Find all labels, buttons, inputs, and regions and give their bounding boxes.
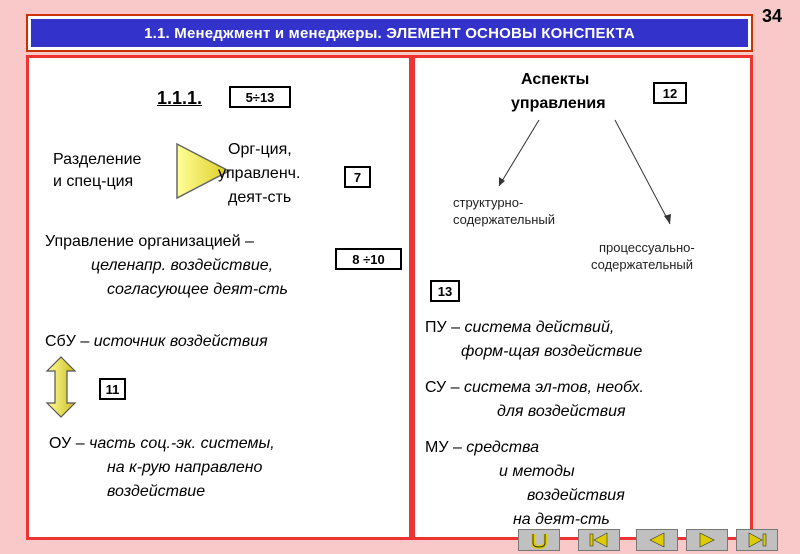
first-slide-button[interactable]: [578, 529, 620, 551]
mu-definition-4: на деят-сть: [513, 511, 610, 528]
aspects-ref-box: 12: [653, 82, 687, 104]
section-ref-box: 5÷13: [229, 86, 291, 108]
division-label-1: Разделение: [53, 151, 142, 168]
org-label-3: деят-сть: [228, 189, 292, 206]
su-term: СУ –: [425, 379, 460, 396]
management-definition-2: целенапр. воздействие,: [91, 257, 274, 274]
next-slide-icon: [693, 531, 721, 549]
right-panel: [412, 55, 753, 540]
first-slide-icon: [585, 531, 613, 549]
sbu-term: СбУ –: [45, 333, 90, 350]
process-aspect-2: содержательный: [591, 257, 694, 272]
slide-title: 1.1. Менеджмент и менеджеры. ЭЛЕМЕНТ ОСНОВЫ КОНСПЕКТА: [26, 14, 753, 52]
structural-aspect-2: содержательный: [453, 212, 556, 227]
left-panel: [26, 55, 412, 540]
structural-aspect-1: структурно-: [453, 195, 524, 210]
org-label-1: Орг-ция,: [228, 141, 292, 158]
double-arrow-icon: [45, 355, 77, 419]
ou-term: ОУ –: [49, 435, 85, 452]
pu-definition-1: система действий,: [464, 319, 615, 336]
next-slide-button[interactable]: [686, 529, 728, 551]
last-slide-icon: [743, 531, 771, 549]
section-number: 1.1.1.: [157, 88, 203, 108]
pu-definition-2: форм-щая воздействие: [461, 343, 643, 360]
mu-definition-3: воздействия: [527, 487, 625, 504]
management-definition-3: согласующее деят-сть: [107, 281, 288, 298]
sbu-ref-box: 11: [99, 378, 126, 400]
su-definition-1: система эл-тов, необх.: [463, 379, 644, 396]
pu-term: ПУ –: [425, 319, 461, 336]
ou-definition-1: часть соц.-эк. системы,: [89, 435, 275, 452]
sbu-definition: источник воздействия: [93, 333, 268, 350]
management-ref-box: 8 ÷10: [335, 248, 402, 270]
ref13-box: 13: [430, 280, 460, 302]
ou-definition-3: воздействие: [107, 483, 206, 500]
mu-term: МУ –: [425, 439, 462, 456]
aspect-arrows: [415, 58, 750, 258]
mu-definition-2: и методы: [499, 463, 575, 480]
previous-slide-button[interactable]: [636, 529, 678, 551]
mu-definition-1: средства: [466, 439, 539, 456]
org-ref-box: 7: [344, 166, 371, 188]
return-icon: [525, 531, 553, 549]
page-number: 34: [762, 6, 783, 26]
management-definition-1: Управление организацией –: [45, 233, 254, 250]
su-definition-2: для воздействия: [497, 403, 626, 420]
process-aspect-1: процессуально-: [599, 240, 695, 255]
return-button[interactable]: [518, 529, 560, 551]
division-label-2: и спец-ция: [53, 173, 134, 190]
org-label-2: управленч.: [218, 165, 301, 182]
previous-slide-icon: [643, 531, 671, 549]
aspects-title-2: управления: [511, 95, 606, 112]
last-slide-button[interactable]: [736, 529, 778, 551]
aspects-title-1: Аспекты: [521, 71, 590, 88]
ou-definition-2: на к-рую направлено: [107, 459, 263, 476]
